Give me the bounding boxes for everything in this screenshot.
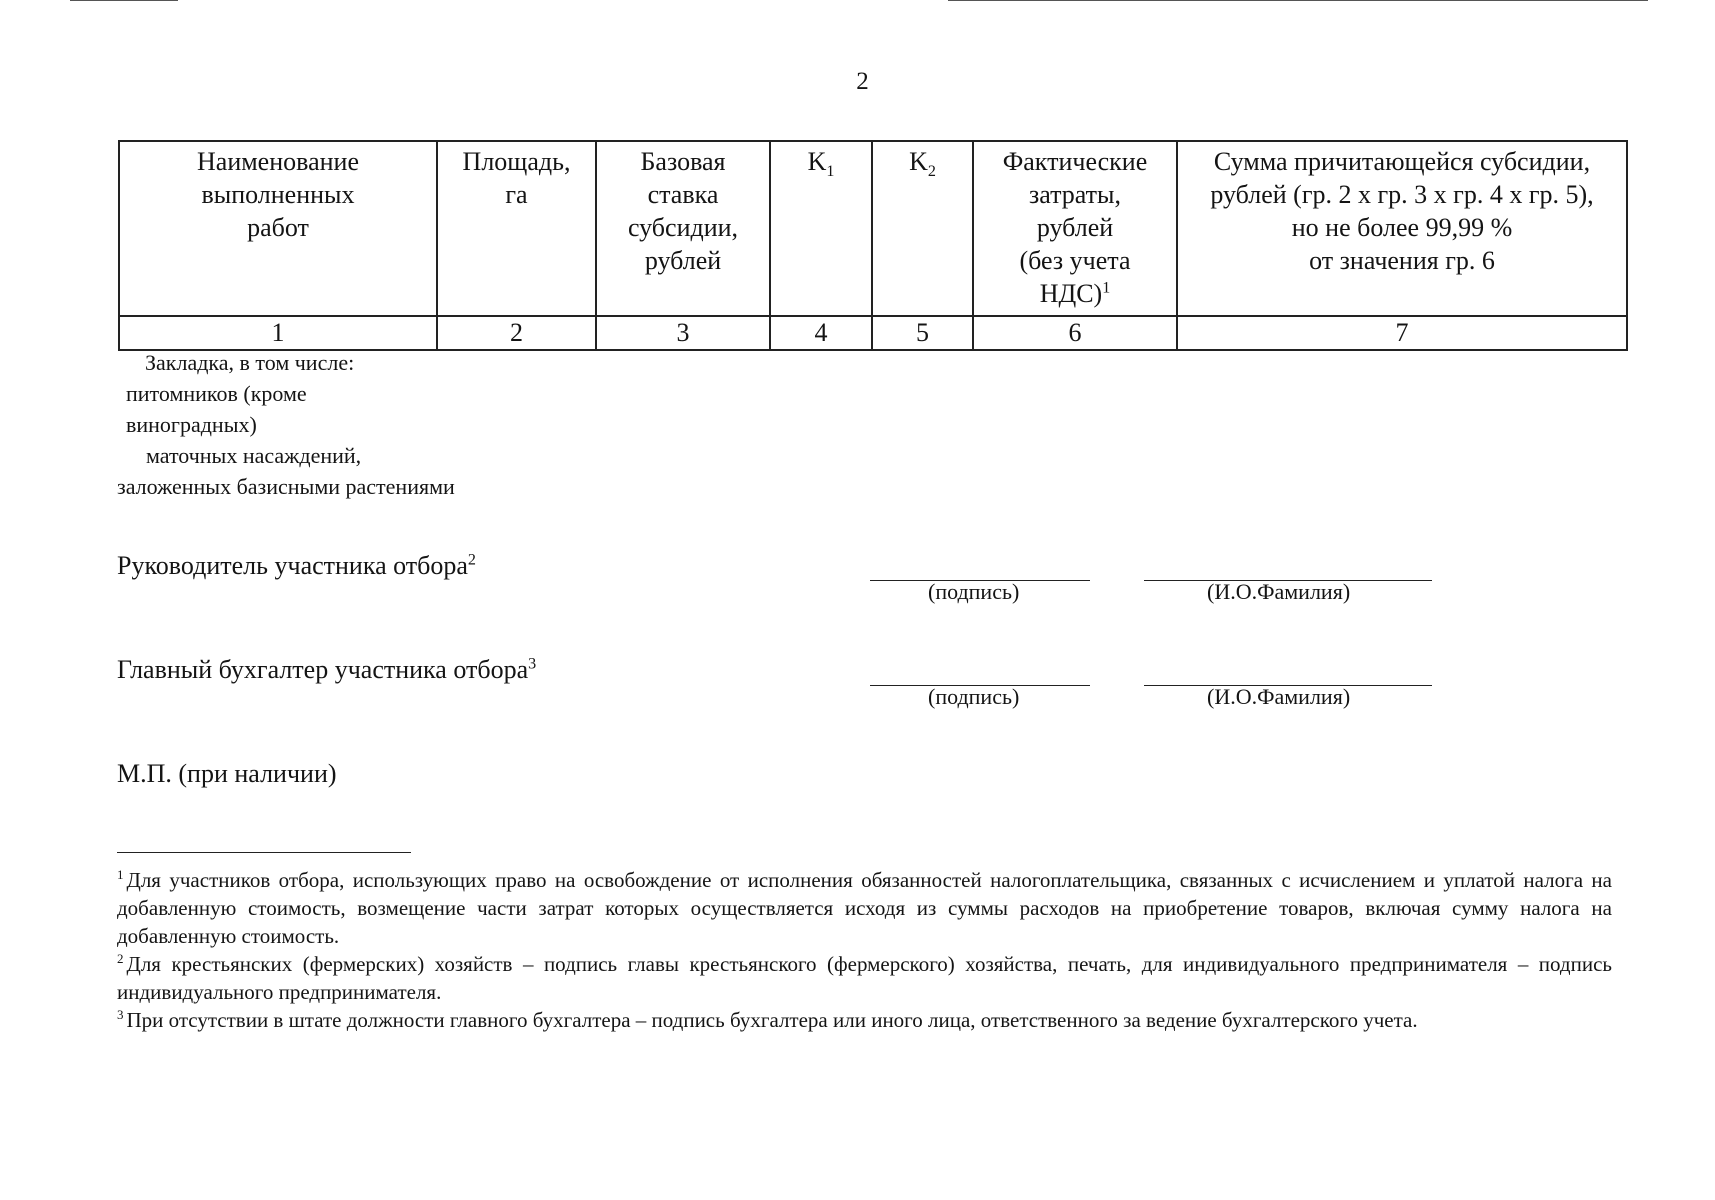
- column-number: 4: [770, 316, 872, 350]
- works-line: Закладка, в том числе:: [145, 350, 355, 375]
- header-area: Площадь, га: [437, 141, 596, 316]
- name-caption: (И.О.Фамилия): [1207, 579, 1351, 604]
- works-list: [117, 347, 455, 502]
- page-number: 2: [856, 68, 869, 95]
- header-work-name: Наименование выполненных работ: [119, 141, 437, 316]
- header-base-rate: Базовая ставка субсидии, рублей: [596, 141, 770, 316]
- signature-caption: (подпись): [928, 579, 1020, 604]
- column-number-row: [119, 316, 1627, 350]
- header-subsidy-amount: Сумма причитающейся субсидии, рублей (гр. 2 х гр. 3 х гр. 4 х гр. 5), но не более 99,99 % от значения гр. 6: [1177, 141, 1627, 316]
- footnotes: [117, 866, 1612, 1034]
- header-k1: $K_1$: [770, 141, 872, 316]
- footnote-3: $^3$ При отсутствии в штате должности главного бухгалтера – подпись бухгалтера или иного лица, ответственного за ведение бухгалтерского учета.: [117, 1007, 1418, 1032]
- column-number: 6: [973, 316, 1177, 350]
- top-edge-rule: [948, 0, 1648, 1]
- table-header-row: [119, 141, 1627, 316]
- signature-caption: (подпись): [928, 684, 1020, 709]
- footnote-1: $^1$ Для участников отбора, использующих право на освобождение от исполнения обязанностей налогоплательщика, связанных с исчислением и уплатой налога на добавленную стоимость, возмещение части затрат которых осуществляется исходя из суммы расходов на приобретение товаров, включая сумму налога на добавленную стоимость.: [117, 867, 1612, 948]
- works-line: заложенных базисными растениями: [117, 474, 455, 499]
- works-line: питомников (кроме: [126, 381, 307, 406]
- works-line: маточных насаждений,: [146, 443, 362, 468]
- column-number: 3: [596, 316, 770, 350]
- works-line: виноградных): [126, 412, 257, 437]
- column-number: 1: [119, 316, 437, 350]
- footnote-separator: [117, 852, 411, 853]
- name-caption: (И.О.Фамилия): [1207, 684, 1351, 709]
- subsidy-table: [118, 140, 1628, 351]
- column-number: 2: [437, 316, 596, 350]
- top-edge-rule: [70, 0, 178, 1]
- footnote-2: $^2$ Для крестьянских (фермерских) хозяйств – подпись главы крестьянского (фермерского) хозяйства, печать, для индивидуального предпринимателя – подпись индивидуального предпринимателя.: [117, 951, 1612, 1004]
- accountant-signature-label: Главный бухгалтер участника отбора$^3$: [117, 655, 537, 684]
- head-signature-label: Руководитель участника отбора$^2$: [117, 551, 476, 580]
- column-number: 7: [1177, 316, 1627, 350]
- header-k2: $K_2$: [872, 141, 973, 316]
- stamp-label: М.П. (при наличии): [117, 759, 337, 788]
- column-number: 5: [872, 316, 973, 350]
- header-actual-costs: Фактические затраты, рублей (без учета НДС)$^1$: [973, 141, 1177, 316]
